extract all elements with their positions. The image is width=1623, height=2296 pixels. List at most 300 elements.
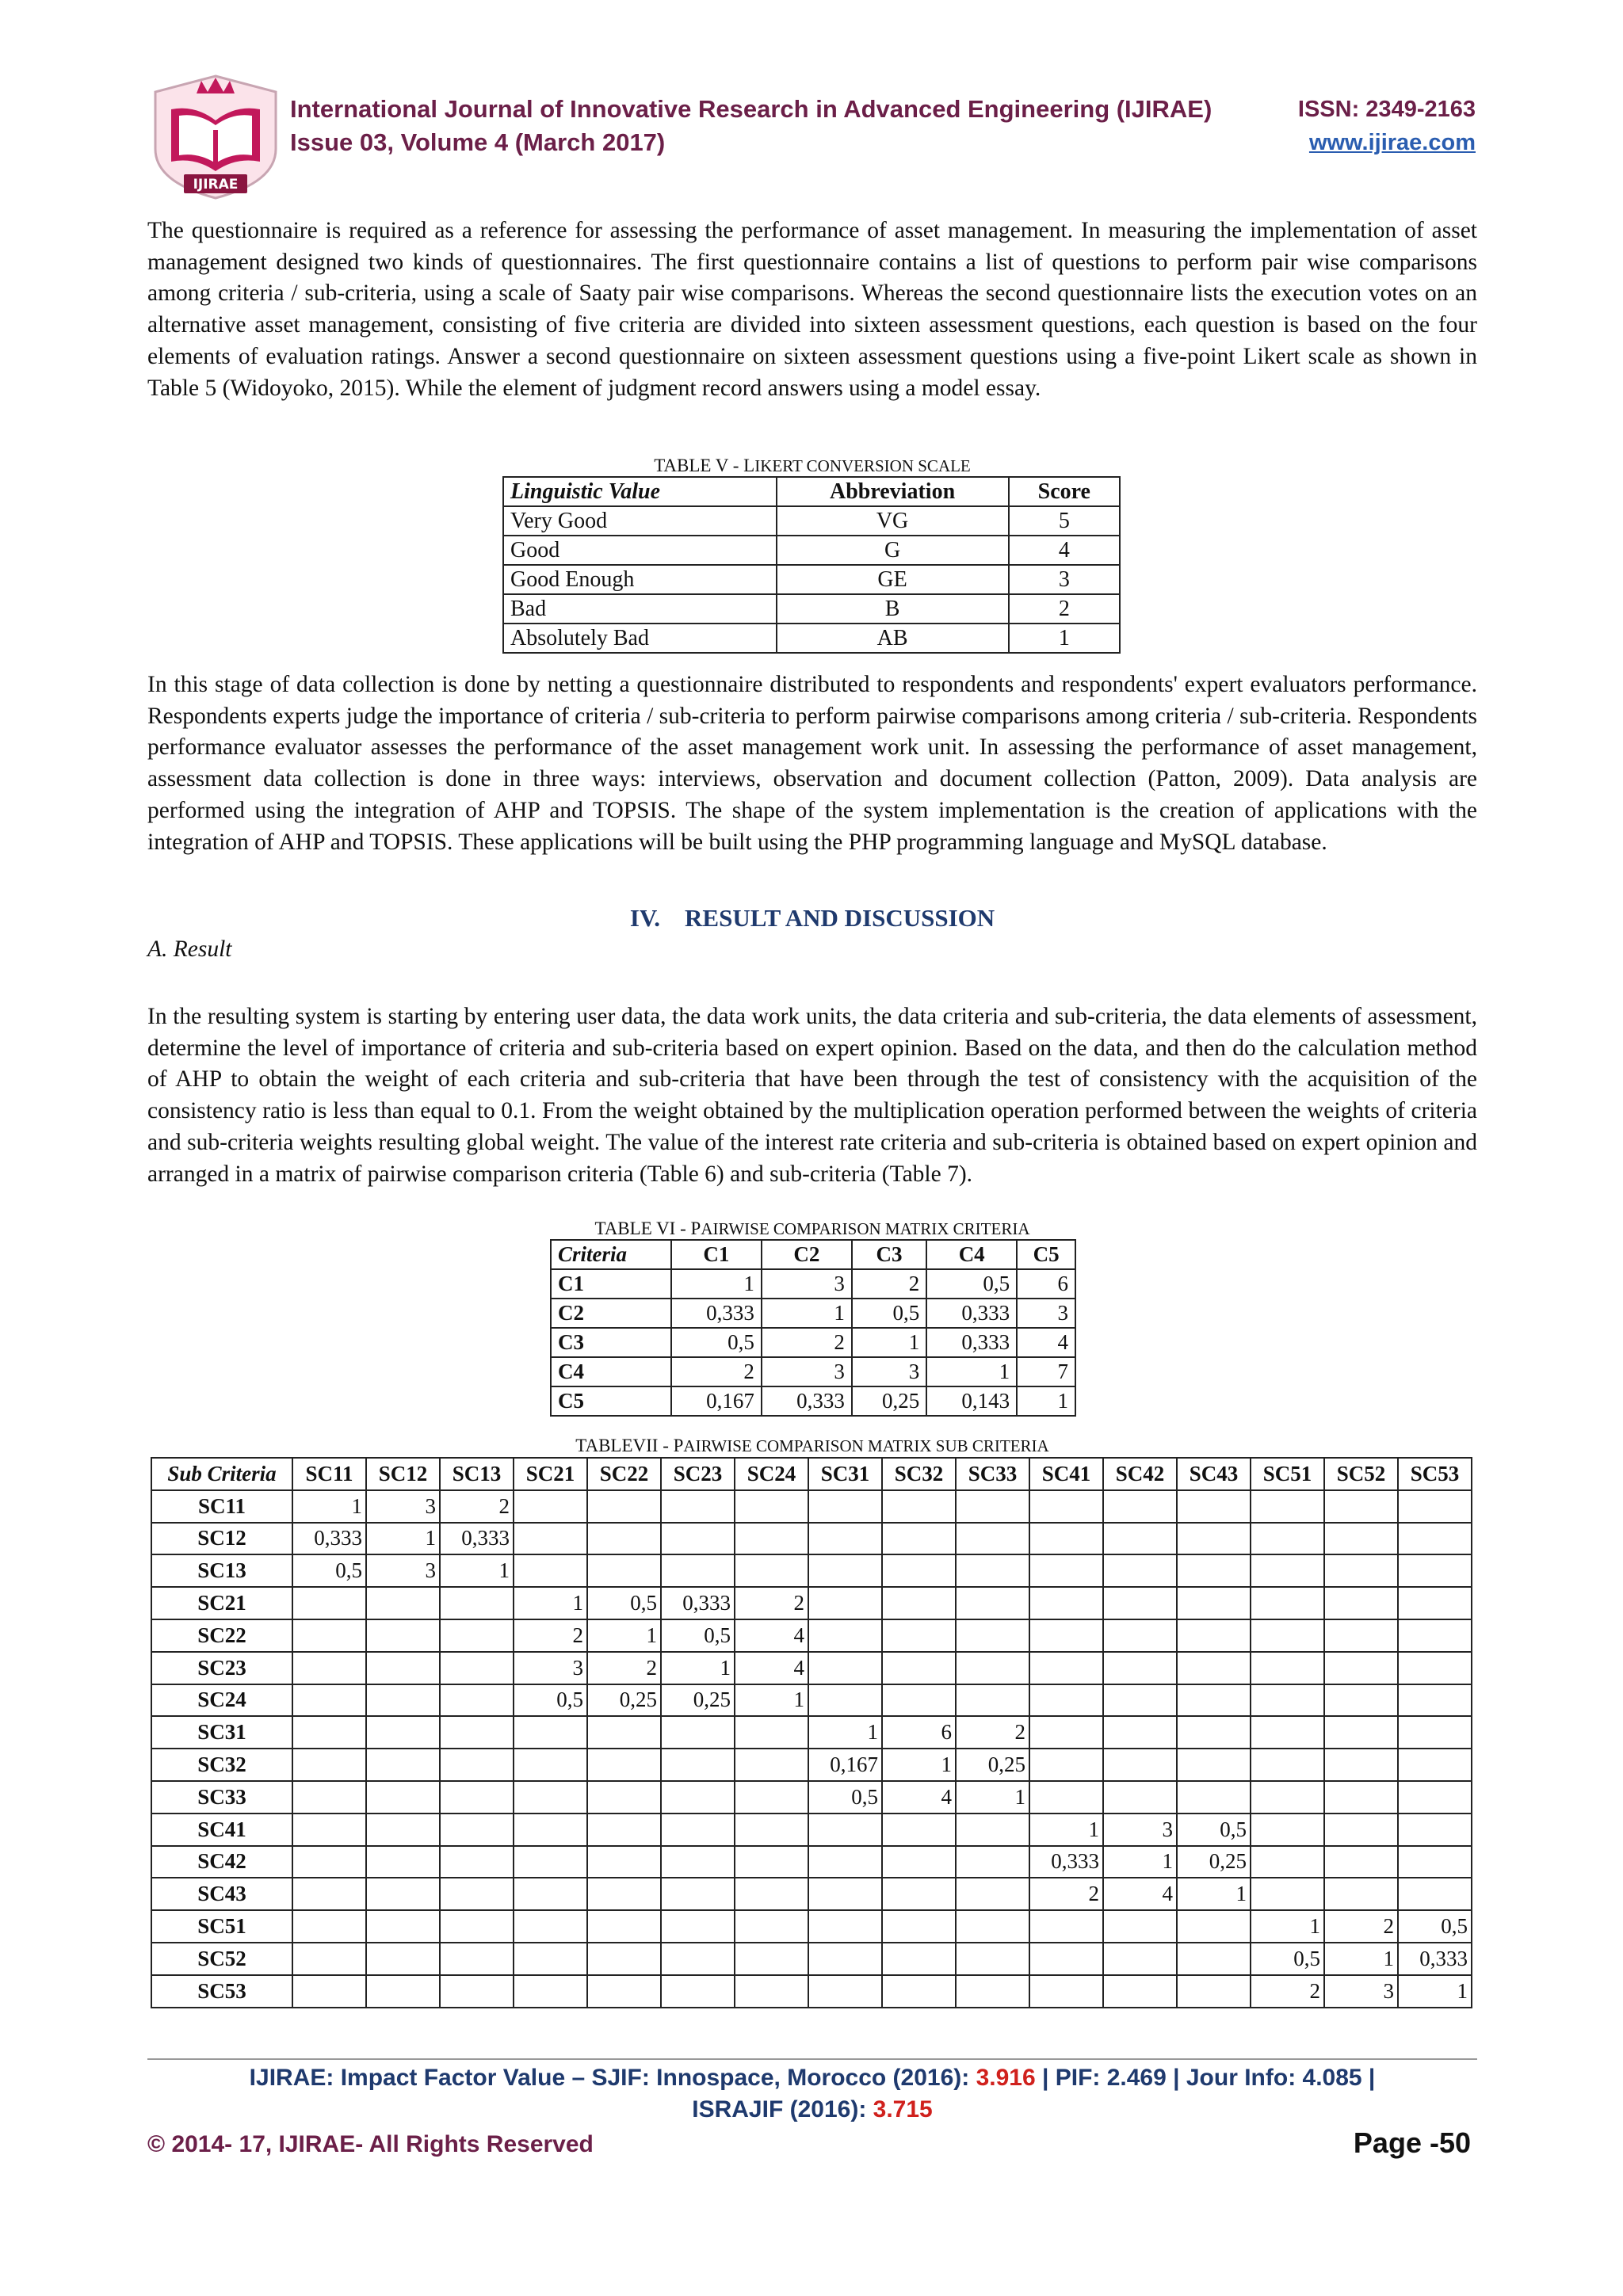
table-cell: 0,333 bbox=[292, 1523, 366, 1555]
column-header: SC31 bbox=[808, 1458, 882, 1490]
table-cell bbox=[1103, 1910, 1177, 1943]
table-cell bbox=[1398, 1523, 1472, 1555]
column-header: C3 bbox=[852, 1240, 926, 1269]
table-cell bbox=[440, 1846, 514, 1878]
table-cell: 1 bbox=[1398, 1975, 1472, 2008]
table-cell bbox=[292, 1619, 366, 1652]
table-cell: Very Good bbox=[503, 506, 777, 536]
table-cell bbox=[882, 1975, 956, 2008]
table-cell: 1 bbox=[292, 1490, 366, 1523]
table-cell bbox=[366, 1781, 440, 1814]
table-cell bbox=[1398, 1716, 1472, 1749]
table-cell bbox=[1103, 1587, 1177, 1619]
table-cell bbox=[882, 1490, 956, 1523]
table-cell bbox=[292, 1910, 366, 1943]
table-cell bbox=[956, 1619, 1029, 1652]
table-cell bbox=[440, 1910, 514, 1943]
table-cell bbox=[1324, 1716, 1398, 1749]
table-cell bbox=[735, 1523, 808, 1555]
table-cell: 6 bbox=[1017, 1269, 1075, 1299]
table-cell bbox=[735, 1490, 808, 1523]
table-cell bbox=[514, 1846, 587, 1878]
table-cell bbox=[366, 1846, 440, 1878]
table-cell: B bbox=[777, 594, 1009, 624]
table-cell bbox=[661, 1716, 735, 1749]
table-cell: AB bbox=[777, 624, 1009, 653]
table-cell bbox=[882, 1846, 956, 1878]
table-cell: 1 bbox=[440, 1554, 514, 1587]
table-cell bbox=[956, 1814, 1029, 1846]
table-cell bbox=[1029, 1619, 1103, 1652]
table-cell bbox=[1398, 1619, 1472, 1652]
table-cell bbox=[808, 1814, 882, 1846]
table-cell bbox=[1103, 1554, 1177, 1587]
table-row bbox=[503, 506, 1120, 536]
table-cell: 0,5 bbox=[1398, 1910, 1472, 1943]
table-cell: 2 bbox=[514, 1619, 587, 1652]
table-cell: 0,5 bbox=[671, 1328, 762, 1357]
table-row bbox=[551, 1357, 1075, 1386]
table-cell: 1 bbox=[1177, 1878, 1251, 1910]
table-cell: Good bbox=[503, 536, 777, 565]
row-header: SC42 bbox=[151, 1846, 292, 1878]
page-number: Page -50 bbox=[1353, 2126, 1471, 2159]
table-cell bbox=[1251, 1684, 1324, 1717]
table-row bbox=[151, 1587, 1472, 1619]
table-row bbox=[151, 1878, 1472, 1910]
table-cell bbox=[292, 1652, 366, 1684]
table-cell: 2 bbox=[735, 1587, 808, 1619]
table-cell bbox=[1324, 1652, 1398, 1684]
table-cell: 0,25 bbox=[1177, 1846, 1251, 1878]
table-cell: 1 bbox=[762, 1299, 852, 1328]
table-cell bbox=[1324, 1490, 1398, 1523]
journal-title: International Journal of Innovative Research in Advanced Engineering (IJIRAE) bbox=[290, 95, 1212, 123]
table-cell bbox=[1251, 1749, 1324, 1781]
table-cell: 2 bbox=[587, 1652, 661, 1684]
table-cell: 2 bbox=[440, 1490, 514, 1523]
svg-text:IJIRAE: IJIRAE bbox=[193, 177, 239, 193]
table-cell bbox=[808, 1878, 882, 1910]
table-cell bbox=[514, 1943, 587, 1975]
table-cell bbox=[956, 1490, 1029, 1523]
table-cell: 0,5 bbox=[514, 1684, 587, 1717]
table-cell bbox=[1177, 1975, 1251, 2008]
table-header-row bbox=[551, 1240, 1075, 1269]
table-cell: 1 bbox=[366, 1523, 440, 1555]
table-cell: 0,167 bbox=[808, 1749, 882, 1781]
table-cell: G bbox=[777, 536, 1009, 565]
table-cell: 4 bbox=[1009, 536, 1120, 565]
criteria-comparison-table bbox=[550, 1239, 1076, 1417]
table-row bbox=[151, 1716, 1472, 1749]
table-cell bbox=[366, 1684, 440, 1717]
table-cell bbox=[1029, 1975, 1103, 2008]
body-paragraph-2: In this stage of data collection is done by netting a questionnaire distributed to respondents and respondents' expert evaluators performance. Respondents experts judge the importance of criteria / sub-criteria to perform pairwise comparisons among criteria / sub-criteria. Respondents performance evaluator assesses the performance of the asset management work unit. In assessing the performance of asset management, assessment data collection is done in three ways: interviews, observation and document collection (Patton, 2009). Data analysis are performed using the integration of AHP and TOPSIS. The shape of the system implementation is the creation of applications with the integration of AHP and TOPSIS. These applications will be built using the PHP programming language and MySQL database. bbox=[147, 672, 1477, 855]
table5-caption: TABLE V - LIKERT CONVERSION SCALE bbox=[654, 456, 971, 475]
table-cell: 3 bbox=[366, 1554, 440, 1587]
table-cell bbox=[882, 1587, 956, 1619]
table-cell: 2 bbox=[1324, 1910, 1398, 1943]
table-cell bbox=[808, 1652, 882, 1684]
table-cell bbox=[1251, 1878, 1324, 1910]
table-cell bbox=[735, 1716, 808, 1749]
table-cell bbox=[1029, 1781, 1103, 1814]
table-cell bbox=[1029, 1910, 1103, 1943]
table-cell bbox=[956, 1523, 1029, 1555]
table-cell bbox=[1177, 1619, 1251, 1652]
table-row bbox=[151, 1523, 1472, 1555]
table-cell bbox=[1251, 1523, 1324, 1555]
table-cell bbox=[587, 1749, 661, 1781]
table-cell bbox=[661, 1781, 735, 1814]
table-cell bbox=[661, 1943, 735, 1975]
table-cell: 2 bbox=[1009, 594, 1120, 624]
table-cell bbox=[1251, 1490, 1324, 1523]
table-cell bbox=[1029, 1749, 1103, 1781]
table6-caption: TABLE VI - PAIRWISE COMPARISON MATRIX CRITERIA bbox=[594, 1219, 1030, 1238]
table-cell: 1 bbox=[852, 1328, 926, 1357]
table-cell bbox=[1029, 1490, 1103, 1523]
table-cell bbox=[514, 1781, 587, 1814]
table-cell: 1 bbox=[735, 1684, 808, 1717]
column-header: SC21 bbox=[514, 1458, 587, 1490]
row-header: SC41 bbox=[151, 1814, 292, 1846]
table-cell: 1 bbox=[882, 1749, 956, 1781]
table-cell: 1 bbox=[1103, 1846, 1177, 1878]
table-cell: 3 bbox=[852, 1357, 926, 1386]
table-cell bbox=[882, 1652, 956, 1684]
row-header: SC33 bbox=[151, 1781, 292, 1814]
table-cell: 5 bbox=[1009, 506, 1120, 536]
table-cell bbox=[956, 1878, 1029, 1910]
table-cell bbox=[292, 1781, 366, 1814]
table-cell: 0,333 bbox=[762, 1386, 852, 1416]
table-cell bbox=[882, 1684, 956, 1717]
table-cell bbox=[1398, 1587, 1472, 1619]
table-cell bbox=[292, 1684, 366, 1717]
table-cell bbox=[1103, 1943, 1177, 1975]
table-cell: 1 bbox=[1009, 624, 1120, 653]
table-cell: 4 bbox=[882, 1781, 956, 1814]
table-cell bbox=[882, 1878, 956, 1910]
column-header: SC41 bbox=[1029, 1458, 1103, 1490]
table-cell bbox=[1177, 1749, 1251, 1781]
row-header: SC21 bbox=[151, 1587, 292, 1619]
table-row bbox=[503, 565, 1120, 594]
table-cell: 0,5 bbox=[1177, 1814, 1251, 1846]
table-cell bbox=[1029, 1523, 1103, 1555]
table-row bbox=[151, 1781, 1472, 1814]
table-cell: 1 bbox=[956, 1781, 1029, 1814]
table-cell: 1 bbox=[1029, 1814, 1103, 1846]
table-cell: 3 bbox=[366, 1490, 440, 1523]
table-cell bbox=[1398, 1846, 1472, 1878]
table-cell bbox=[366, 1943, 440, 1975]
column-header: SC12 bbox=[366, 1458, 440, 1490]
row-header: SC12 bbox=[151, 1523, 292, 1555]
row-header: SC11 bbox=[151, 1490, 292, 1523]
table-row bbox=[503, 536, 1120, 565]
row-header: SC53 bbox=[151, 1975, 292, 2008]
subsection-heading: A. Result bbox=[147, 936, 232, 962]
column-header: SC51 bbox=[1251, 1458, 1324, 1490]
table-cell bbox=[587, 1490, 661, 1523]
column-header: SC23 bbox=[661, 1458, 735, 1490]
table-cell: 0,167 bbox=[671, 1386, 762, 1416]
row-header: SC24 bbox=[151, 1684, 292, 1717]
table-cell bbox=[514, 1910, 587, 1943]
table-cell: 4 bbox=[1017, 1328, 1075, 1357]
table-cell: 2 bbox=[1029, 1878, 1103, 1910]
table-cell: 0,333 bbox=[926, 1299, 1017, 1328]
column-header: C5 bbox=[1017, 1240, 1075, 1269]
row-header: SC23 bbox=[151, 1652, 292, 1684]
table-cell bbox=[1251, 1814, 1324, 1846]
table-row bbox=[551, 1269, 1075, 1299]
row-header: C1 bbox=[551, 1269, 671, 1299]
table-cell: 1 bbox=[587, 1619, 661, 1652]
table-cell bbox=[292, 1814, 366, 1846]
table-row bbox=[151, 1619, 1472, 1652]
table-cell bbox=[1324, 1781, 1398, 1814]
table-cell bbox=[956, 1975, 1029, 2008]
column-header: SC42 bbox=[1103, 1458, 1177, 1490]
table-cell bbox=[587, 1781, 661, 1814]
table-row bbox=[151, 1910, 1472, 1943]
table7-caption: TABLEVII - PAIRWISE COMPARISON MATRIX SUB CRITERIA bbox=[575, 1436, 1049, 1455]
table-cell bbox=[1324, 1878, 1398, 1910]
column-header: SC33 bbox=[956, 1458, 1029, 1490]
table-cell bbox=[292, 1716, 366, 1749]
table-cell bbox=[735, 1975, 808, 2008]
table-cell bbox=[882, 1554, 956, 1587]
column-header: Criteria bbox=[551, 1240, 671, 1269]
body-paragraph-1: The questionnaire is required as a reference for assessing the performance of asset management. In measuring the implementation of asset management designed two kinds of questionnaires. The first questionnaire contains a list of questions to perform pair wise comparisons among criteria / sub-criteria, using a scale of Saaty pair wise comparisons. Whereas the second questionnaire lists the execution votes on an alternative asset management, consisting of five criteria are divided into sixteen assessment questions, each question is based on the four elements of evaluation ratings. Answer a second questionnaire on sixteen assessment questions using a five-point Likert scale as shown in Table 5 (Widoyoko, 2015). While the element of judgment record answers using a model essay. bbox=[147, 218, 1477, 401]
table-row bbox=[151, 1652, 1472, 1684]
table-cell bbox=[366, 1716, 440, 1749]
table-cell bbox=[440, 1587, 514, 1619]
table-cell bbox=[366, 1619, 440, 1652]
table-cell bbox=[366, 1878, 440, 1910]
row-header: C3 bbox=[551, 1328, 671, 1357]
table-cell: 2 bbox=[852, 1269, 926, 1299]
table-cell bbox=[882, 1943, 956, 1975]
table-cell bbox=[1398, 1554, 1472, 1587]
table-cell bbox=[1251, 1554, 1324, 1587]
table-cell bbox=[735, 1814, 808, 1846]
table-cell bbox=[1177, 1910, 1251, 1943]
table-cell bbox=[808, 1975, 882, 2008]
table-cell bbox=[1398, 1781, 1472, 1814]
table-cell: 0,5 bbox=[292, 1554, 366, 1587]
table-cell bbox=[514, 1523, 587, 1555]
table-cell bbox=[1398, 1814, 1472, 1846]
table-cell: 4 bbox=[1103, 1878, 1177, 1910]
column-header: SC24 bbox=[735, 1458, 808, 1490]
table-cell bbox=[661, 1846, 735, 1878]
table-cell bbox=[808, 1943, 882, 1975]
ijirae-logo-icon bbox=[149, 73, 282, 201]
website-link[interactable]: www.ijirae.com bbox=[1308, 130, 1476, 155]
table-cell: 3 bbox=[762, 1269, 852, 1299]
table-cell: 1 bbox=[1324, 1943, 1398, 1975]
table-cell bbox=[587, 1910, 661, 1943]
table-cell bbox=[514, 1878, 587, 1910]
table-cell bbox=[735, 1781, 808, 1814]
table-cell bbox=[366, 1910, 440, 1943]
table-cell bbox=[440, 1749, 514, 1781]
table-cell bbox=[1029, 1587, 1103, 1619]
table-cell: 1 bbox=[808, 1716, 882, 1749]
table-cell: 0,333 bbox=[440, 1523, 514, 1555]
table-cell bbox=[1324, 1749, 1398, 1781]
table-cell bbox=[1324, 1619, 1398, 1652]
table-cell bbox=[661, 1910, 735, 1943]
table-cell bbox=[1398, 1684, 1472, 1717]
table-cell bbox=[808, 1587, 882, 1619]
table-cell bbox=[440, 1975, 514, 2008]
table-cell bbox=[1324, 1684, 1398, 1717]
table-cell: 3 bbox=[1009, 565, 1120, 594]
table-cell bbox=[661, 1523, 735, 1555]
table-cell bbox=[1324, 1814, 1398, 1846]
table-row bbox=[503, 594, 1120, 624]
table-cell bbox=[440, 1619, 514, 1652]
column-header: C2 bbox=[762, 1240, 852, 1269]
table-cell: 1 bbox=[671, 1269, 762, 1299]
table-cell bbox=[1103, 1619, 1177, 1652]
table-cell bbox=[1251, 1846, 1324, 1878]
table-cell bbox=[1324, 1554, 1398, 1587]
table-cell bbox=[587, 1716, 661, 1749]
table-row bbox=[151, 1749, 1472, 1781]
table-cell bbox=[440, 1814, 514, 1846]
table-cell: 2 bbox=[1251, 1975, 1324, 2008]
table-cell: GE bbox=[777, 565, 1009, 594]
table-cell bbox=[514, 1490, 587, 1523]
table-cell bbox=[1103, 1716, 1177, 1749]
table-cell bbox=[1398, 1878, 1472, 1910]
table-cell bbox=[1103, 1975, 1177, 2008]
table-cell: 0,25 bbox=[587, 1684, 661, 1717]
table-cell bbox=[808, 1490, 882, 1523]
column-header: C4 bbox=[926, 1240, 1017, 1269]
copyright-notice: © 2014- 17, IJIRAE- All Rights Reserved bbox=[147, 2131, 594, 2157]
row-header: SC31 bbox=[151, 1716, 292, 1749]
table-cell bbox=[587, 1554, 661, 1587]
table-cell: Absolutely Bad bbox=[503, 624, 777, 653]
table-cell bbox=[808, 1523, 882, 1555]
table-cell bbox=[440, 1716, 514, 1749]
table-cell bbox=[808, 1619, 882, 1652]
table-cell bbox=[956, 1554, 1029, 1587]
table-cell bbox=[292, 1878, 366, 1910]
table-cell bbox=[808, 1846, 882, 1878]
table-cell bbox=[1029, 1554, 1103, 1587]
table-cell: 2 bbox=[671, 1357, 762, 1386]
row-header: SC13 bbox=[151, 1554, 292, 1587]
row-header: C5 bbox=[551, 1386, 671, 1416]
column-header: SC53 bbox=[1398, 1458, 1472, 1490]
table-cell: 6 bbox=[882, 1716, 956, 1749]
table-cell bbox=[440, 1684, 514, 1717]
body-paragraph-3: In the resulting system is starting by entering user data, the data work units, the data criteria and sub-criteria, the data elements of assessment, determine the level of importance of criteria and sub-criteria based on expert opinion. Based on the data, and then do the calculation method of AHP to obtain the weight of each criteria and sub-criteria that have been through the test of consistency with the acquisition of the consistency ratio is less than equal to 0.1. From the weight obtained by the multiplication operation performed between the weights of criteria and sub-criteria weights resulting global weight. The value of the interest rate criteria and sub-criteria is obtained based on expert opinion and arranged in a matrix of pairwise comparison criteria (Table 6) and sub-criteria (Table 7). bbox=[147, 1004, 1477, 1187]
table-cell: 7 bbox=[1017, 1357, 1075, 1386]
table-cell bbox=[366, 1814, 440, 1846]
table-cell bbox=[1103, 1523, 1177, 1555]
table-row bbox=[151, 1846, 1472, 1878]
table-cell bbox=[1177, 1554, 1251, 1587]
table-cell bbox=[956, 1910, 1029, 1943]
section-heading: IV. RESULT AND DISCUSSION bbox=[629, 904, 995, 932]
subcriteria-comparison-table bbox=[151, 1457, 1472, 2008]
issue-label: Issue 03, Volume 4 (March 2017) bbox=[290, 128, 666, 156]
table-cell: 0,5 bbox=[1251, 1943, 1324, 1975]
table-cell: 1 bbox=[926, 1357, 1017, 1386]
table-cell bbox=[661, 1490, 735, 1523]
table-cell: 0,25 bbox=[661, 1684, 735, 1717]
table-cell bbox=[292, 1975, 366, 2008]
table-cell bbox=[661, 1878, 735, 1910]
table-row bbox=[551, 1386, 1075, 1416]
table-cell bbox=[1103, 1749, 1177, 1781]
row-header: C2 bbox=[551, 1299, 671, 1328]
table-cell bbox=[1177, 1587, 1251, 1619]
issn-label: ISSN: 2349-2163 bbox=[1297, 97, 1476, 122]
table-cell bbox=[735, 1749, 808, 1781]
table-row bbox=[151, 1943, 1472, 1975]
table-cell: 0,5 bbox=[587, 1587, 661, 1619]
table-cell: 3 bbox=[1324, 1975, 1398, 2008]
table-cell: 0,333 bbox=[661, 1587, 735, 1619]
table-cell bbox=[882, 1814, 956, 1846]
table-cell bbox=[587, 1975, 661, 2008]
table-cell bbox=[1324, 1846, 1398, 1878]
column-header: SC32 bbox=[882, 1458, 956, 1490]
table-cell bbox=[1029, 1716, 1103, 1749]
table-cell bbox=[1177, 1523, 1251, 1555]
table-cell bbox=[366, 1587, 440, 1619]
table-row bbox=[151, 1814, 1472, 1846]
table-cell: 3 bbox=[514, 1652, 587, 1684]
table-cell bbox=[440, 1943, 514, 1975]
table-cell bbox=[1251, 1781, 1324, 1814]
table-row bbox=[551, 1328, 1075, 1357]
table-cell bbox=[735, 1910, 808, 1943]
table-cell bbox=[1177, 1716, 1251, 1749]
table-cell bbox=[1029, 1943, 1103, 1975]
table-cell bbox=[587, 1943, 661, 1975]
table-cell: 2 bbox=[956, 1716, 1029, 1749]
table-cell: 2 bbox=[762, 1328, 852, 1357]
row-header: SC43 bbox=[151, 1878, 292, 1910]
table-row bbox=[551, 1299, 1075, 1328]
table-cell bbox=[1177, 1652, 1251, 1684]
table-cell bbox=[587, 1814, 661, 1846]
table-cell bbox=[587, 1878, 661, 1910]
footer-impact-factors: IJIRAE: Impact Factor Value – SJIF: Innospace, Morocco (2016): 3.916 | PIF: 2.469 | Jour Info: 4.085 | bbox=[249, 2065, 1376, 2091]
table-cell: VG bbox=[777, 506, 1009, 536]
table-cell: 0,5 bbox=[661, 1619, 735, 1652]
table-cell bbox=[366, 1749, 440, 1781]
table-cell bbox=[1177, 1943, 1251, 1975]
table-cell bbox=[1177, 1684, 1251, 1717]
table-cell bbox=[882, 1910, 956, 1943]
table-cell bbox=[661, 1749, 735, 1781]
table-cell: 3 bbox=[762, 1357, 852, 1386]
table-cell bbox=[587, 1523, 661, 1555]
